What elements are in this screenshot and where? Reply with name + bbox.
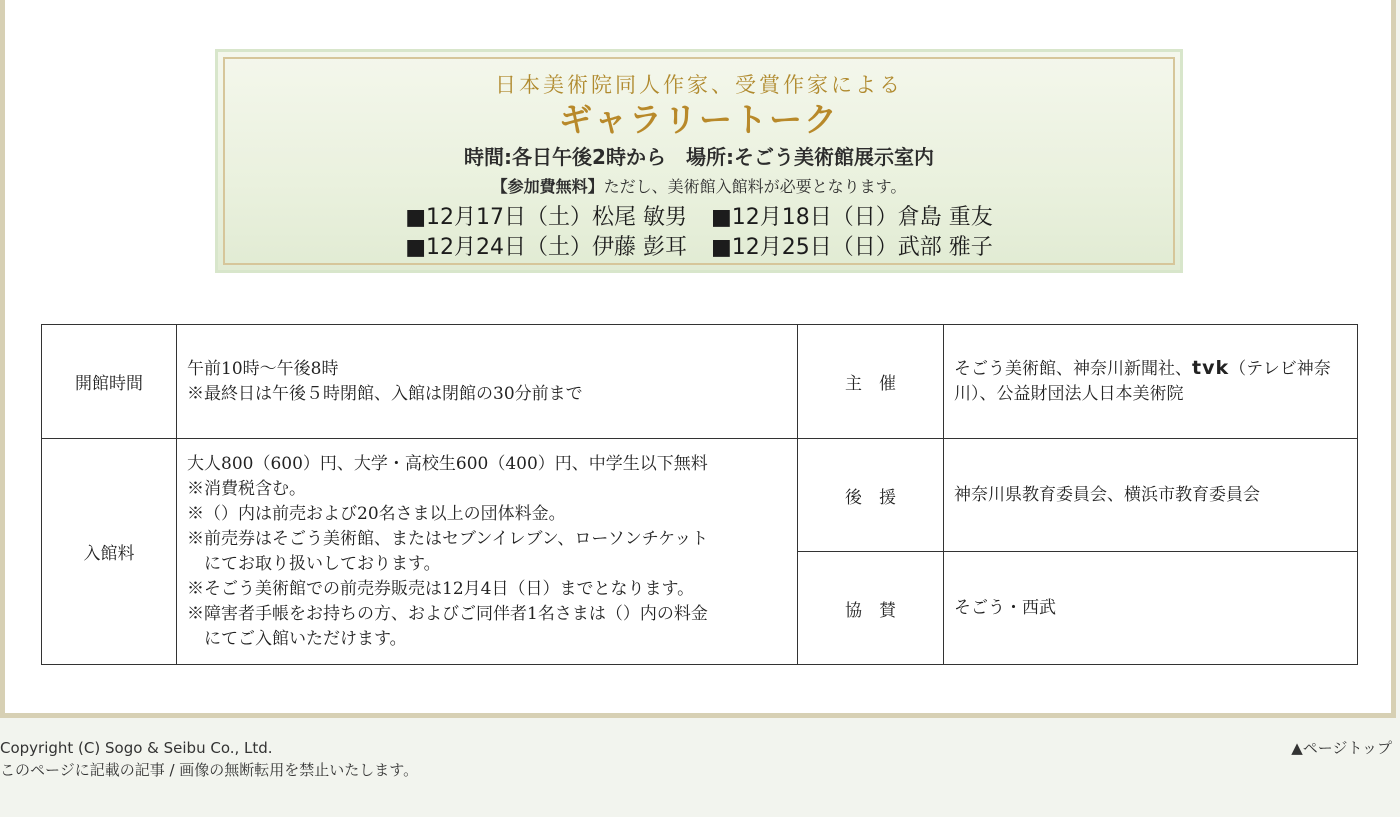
schedule-row (225, 203, 1173, 233)
sponsor-label: 協 賛 (798, 552, 944, 665)
schedule-row (225, 233, 1173, 263)
copyright-notice: このページに記載の記事 / 画像の無断転用を禁止いたします。 (0, 761, 419, 779)
fee-label: 入館料 (42, 439, 177, 665)
banner-title: ギャラリートーク (559, 100, 839, 139)
banner-fee-note: ただし、美術館入館料が必要となります。 (603, 177, 907, 196)
hours-label: 開館時間 (42, 325, 177, 439)
page-top-link[interactable]: ▲ページトップ (1291, 739, 1392, 757)
banner-time-place: 時間:各日午後2時から 場所:そごう美術館展示室内 (464, 145, 934, 169)
support-label: 後 援 (798, 439, 944, 552)
fee-line: ※消費税含む。 (187, 478, 306, 499)
banner-schedule (225, 203, 1173, 263)
fee-value (177, 439, 798, 665)
fee-line: にてご入館いただけます。 (187, 628, 407, 649)
schedule-item: ■12月17日（土）松尾 敏男 (405, 205, 687, 230)
fee-line: ※障害者手帳をお持ちの方、およびご同伴者1名さまは（）内の料金 (187, 603, 708, 624)
schedule-item: ■12月25日（日）武部 雅子 (711, 235, 993, 260)
fee-line: ※前売券はそごう美術館、またはセブンイレブン、ローソンチケット (187, 528, 709, 549)
support-value: 神奈川県教育委員会、横浜市教育委員会 (944, 439, 1358, 552)
footer-copyright (0, 737, 418, 781)
schedule-item: ■12月18日（日）倉島 重友 (711, 205, 993, 230)
schedule-item: ■12月24日（土）伊藤 彭耳 (405, 235, 687, 260)
hours-line: ※最終日は午後５時閉館、入館は閉館の30分前まで (187, 383, 583, 404)
organizer-value (944, 325, 1358, 439)
sponsor-value: そごう・西武 (944, 552, 1358, 665)
fee-line: にてお取り扱いしております。 (187, 553, 441, 574)
tvk-logo: tvk (1192, 357, 1230, 379)
table-row (42, 325, 1358, 439)
fee-line: ※そごう美術館での前売券販売は12月4日（日）までとなります。 (187, 578, 695, 599)
organizer-label: 主 催 (798, 325, 944, 439)
organizer-text: そごう美術館、神奈川新聞社、 (954, 359, 1192, 379)
table-row (42, 439, 1358, 552)
gallery-talk-banner (215, 49, 1183, 273)
banner-fee-label: 【参加費無料】 (491, 177, 604, 196)
hours-value (177, 325, 798, 439)
fee-line: 大人800（600）円、大学・高校生600（400）円、中学生以下無料 (187, 453, 708, 474)
copyright-text: Copyright (C) Sogo & Seibu Co., Ltd. (0, 739, 273, 757)
fee-line: ※（）内は前売および20名さま以上の団体料金。 (187, 503, 566, 524)
banner-fee (225, 174, 1173, 197)
organizer-text: （テレビ神奈川）、公益財団法人日本美術院 (954, 359, 1331, 404)
hours-line: 午前10時〜午後8時 (187, 358, 339, 379)
banner-inner-border (223, 57, 1175, 265)
banner-subtitle: 日本美術院同人作家、受賞作家による (495, 73, 903, 97)
exhibition-info-table (41, 324, 1358, 665)
